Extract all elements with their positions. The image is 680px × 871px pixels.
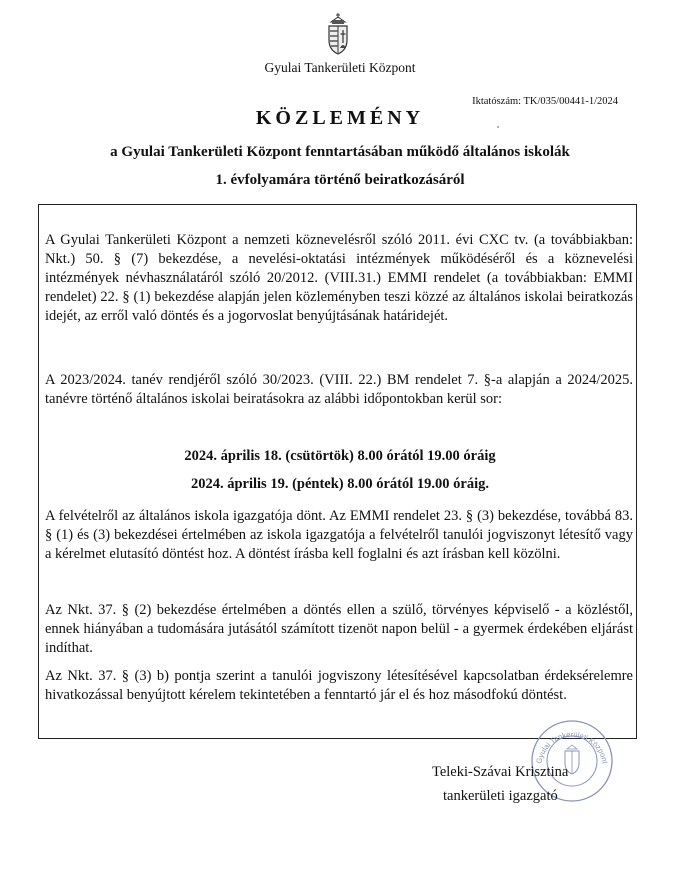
paragraph-admission-decision: A felvételről az általános iskola igazgatója dönt. Az EMMI rendelet 23. § (3) bekezdése, továbbá 83. § (1) és (3) bekezdései értelmében az iskola igazgatója a felvételről tanulói jogviszonyt létesítő vagy a kérelmet elutasító döntést hoz. A döntést írásba kell foglalni és azt írásban kell közölni. (45, 508, 633, 562)
enrollment-date-2: 2024. április 19. (péntek) 8.00 órától 19.00 óráig. (190, 476, 490, 492)
enrollment-date-1: 2024. április 18. (csütörtök) 8.00 órától 19.00 óráig (184, 448, 496, 464)
signatory-name: Teleki-Szávai Krisztina (432, 764, 569, 780)
paragraph-enrollment-schedule: A 2023/2024. tanév rendjéről szóló 30/2023. (VIII. 22.) BM rendelet 7. §-a alapján a 2024/2025. tanévre történő általános iskolai beiratásokra az alábbi időpontokban kerül sor: (45, 372, 633, 407)
signatory-role: tankerületi igazgató (443, 788, 558, 804)
document-title: KÖZLEMÉNY (255, 107, 425, 129)
document-subtitle-line1: a Gyulai Tankerületi Központ fenntartásában működő általános iskolák (110, 144, 570, 160)
paragraph-second-instance: Az Nkt. 37. § (3) b) pontja szerint a tanulói jogviszony létesítésével kapcsolatban érdeksérelemre hivatkozással benyújtott kérelem tekintetében a fenntartó jár el és hoz másodfokú döntést. (45, 668, 633, 703)
document-subtitle-line2: 1. évfolyamára történő beiratkozásáról (215, 172, 465, 188)
paragraph-legal-basis: A Gyulai Tankerületi Központ a nemzeti köznevelésről szóló 2011. évi CXC tv. (a továbbiakban: Nkt.) 50. § (7) bekezdése, a nevelési-oktatási intézmények működéséről és a köznevelési intézmények névhasználatáról szóló 20/2012. (VIII.31.) EMMI rendelet (a továbbiakban: EMMI rendelet) 22. § (1) bekezdése alapján jelen közleményben teszi közzé az általános iskolai beiratkozás idejét, az erről való döntés és a jogorvoslat benyújtásának határidejét. (45, 232, 633, 324)
paragraph-appeal: Az Nkt. 37. § (2) bekezdése értelmében a döntés ellen a szülő, törvényes képviselő - a közléstől, ennek hiányában a tudomására jutásától számított tizenöt napon belül - a gyermek érdekében eljárást indíthat. (45, 602, 633, 656)
coat-of-arms-icon (325, 12, 351, 56)
registration-number: Iktatószám: TK/035/00441-1/2024 (472, 96, 618, 107)
stamp-text: Gyulai Tankerületi Központ (534, 729, 610, 765)
organization-name: Gyulai Tankerületi Központ (264, 60, 416, 75)
